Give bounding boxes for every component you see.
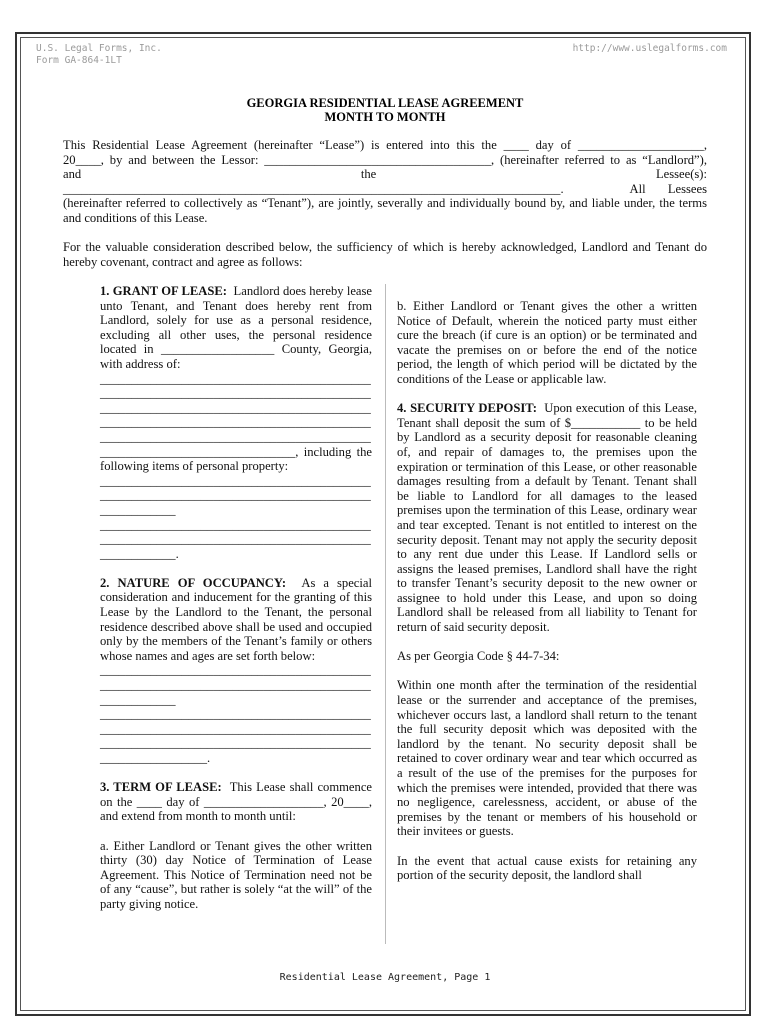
intro-line-2: 20____, by and between the Lessor: ____________________________________, (hereinafter referred to as “Landlord”), [63,152,707,167]
address-line: ___________________________________________ [100,415,371,430]
occupant-line: ___________________________________________ [100,678,371,693]
occupant-line: ___________________________________________ [100,721,371,736]
section-3-text: This Lease shall commence on the ____ day of ___________________, 20____, and extend from month to month until: [100,780,372,824]
section-3-term-of-lease [100,780,372,824]
intro-line-4: _______________________________________________________________________________. All Lessees [63,181,707,196]
property-line: ____________. [100,546,179,561]
form-id: Form GA-864-1LT [36,55,122,66]
property-line: ___________________________________________ [100,488,371,503]
section-2-heading: 2. NATURE OF OCCUPANCY: [100,575,287,590]
georgia-code-text: Within one month after the termination of the residential lease or the surrender and acceptance of the premises, whichever occurs last, a landlord shall return to the tenant the full security deposit which was deposited with the landlord by the tenant. No security deposit shall be retained to cover ordinary wear and tear which occurred as a result of the use of the premises for the purposes for which the premises were intended, provided that there was no negligence, carelessness, accident, or abuse of the premises by the tenant or members of his household or their invitees or guests. [397,678,697,839]
address-line: ___________________________________________ [100,429,371,444]
intro-section [63,138,707,269]
company-name: U.S. Legal Forms, Inc. [36,43,162,54]
page-footer: Residential Lease Agreement, Page 1 [279,972,491,983]
address-line: ___________________________________________ [100,371,371,386]
section-2-nature-of-occupancy [100,576,372,664]
section-2-text: As a special consideration and inducement for the granting of this Lease by the Landlord to the Tenant, the personal residence described above shall be used and occupied only by the members of the Tenant’s family or others whose names and ages are set forth below: [100,575,372,663]
section-1-grant-of-lease [100,284,372,372]
cause-paragraph: In the event that actual cause exists for retaining any portion of the security deposit, the landlord shall [397,853,697,883]
title-line-1: GEORGIA RESIDENTIAL LEASE AGREEMENT [246,96,524,110]
property-line: ___________________________________________ [100,473,371,488]
occupant-line: ____________ [100,692,176,707]
section-4-text: Upon execution of this Lease, Tenant shall deposit the sum of $___________ to be held by Landlord as a security deposit for reasonable cleaning of, and repair of damages to, the premises upon the expiration or termination of this Lease, or other reasonable damages resulting from a default by Tenant. Tenant shall be liable to Landlord for all damages to the leased premises upon the termination of this Lease, ordinary wear and tear excepted. Tenant is not entitled to interest on the security deposit. Tenant may not apply the security deposit to any rent due under this Lease. If Landlord sells or assigns the leased premises, Landlord shall have the right to transfer Tenant’s security deposit to the new owner or assignee to hold under this Lease, and upon so doing Landlord shall be released from all liability to Tenant for return of said security deposit. [397,401,697,635]
left-column [100,284,372,912]
consideration-paragraph: For the valuable consideration described below, the sufficiency of which is hereby acknowledged, Landlord and Tenant do hereby covenant, contract and agree as follows: [63,240,707,269]
title-line-2: MONTH TO MONTH [324,110,446,124]
right-column [397,299,697,883]
section-1-text: Landlord does hereby lease unto Tenant, and Tenant does hereby rent from Landlord, solely for use as a personal residence, excluding all other uses, the personal residence located in __________________ County, Georgia, with address of: [100,284,372,371]
address-line: ___________________________________________ [100,386,371,401]
section-3a-text: a. Either Landlord or Tenant gives the other written thirty (30) day Notice of Termination of Lease Agreement. This Notice of Termination need not be of any “cause”, but rather is solely “at the will” of the party giving notice. [100,838,372,911]
intro-line-1: This Residential Lease Agreement (hereinafter “Lease”) is entered into this the ____ day of ____________________, [63,138,707,152]
column-divider [385,284,386,944]
intro-line-3: and the Lessee(s): [63,167,707,182]
address-line: ___________________________________________ [100,400,371,415]
form-header-left [36,43,162,67]
occupant-line: ___________________________________________ [100,736,371,751]
website-url[interactable]: http://www.uslegalforms.com [572,43,727,54]
property-line: ____________ [100,502,176,517]
occupant-line: ___________________________________________ [100,707,371,722]
document-title [0,96,770,124]
section-3-heading: 3. TERM OF LEASE: [100,780,222,795]
occupant-line: ___________________________________________ [100,663,371,678]
occupant-line: _________________. [100,751,211,765]
including-property-text: _______________________________, including the following items of personal property: [100,444,372,474]
property-line: ___________________________________________ [100,517,371,532]
section-3b-text: b. Either Landlord or Tenant gives the other a written Notice of Default, wherein the noticed party must either cure the breach (if cure is an option) or be terminated and vacate the premises on or before the end of the notice period, the length of which period will be dictated by the conditions of the Lease or applicable law. [397,299,697,386]
georgia-code-reference: As per Georgia Code § 44-7-34: [397,649,560,664]
section-1-heading: 1. GRANT OF LEASE: [100,284,227,298]
section-4-heading: 4. SECURITY DEPOSIT: [397,401,537,416]
section-4-security-deposit [397,401,697,635]
intro-line-5: (hereinafter referred to collectively as “Tenant”), are jointly, severally and individually bound by, and liable under, the terms and conditions of this Lease. [63,196,707,225]
property-line: ___________________________________________ [100,532,371,547]
